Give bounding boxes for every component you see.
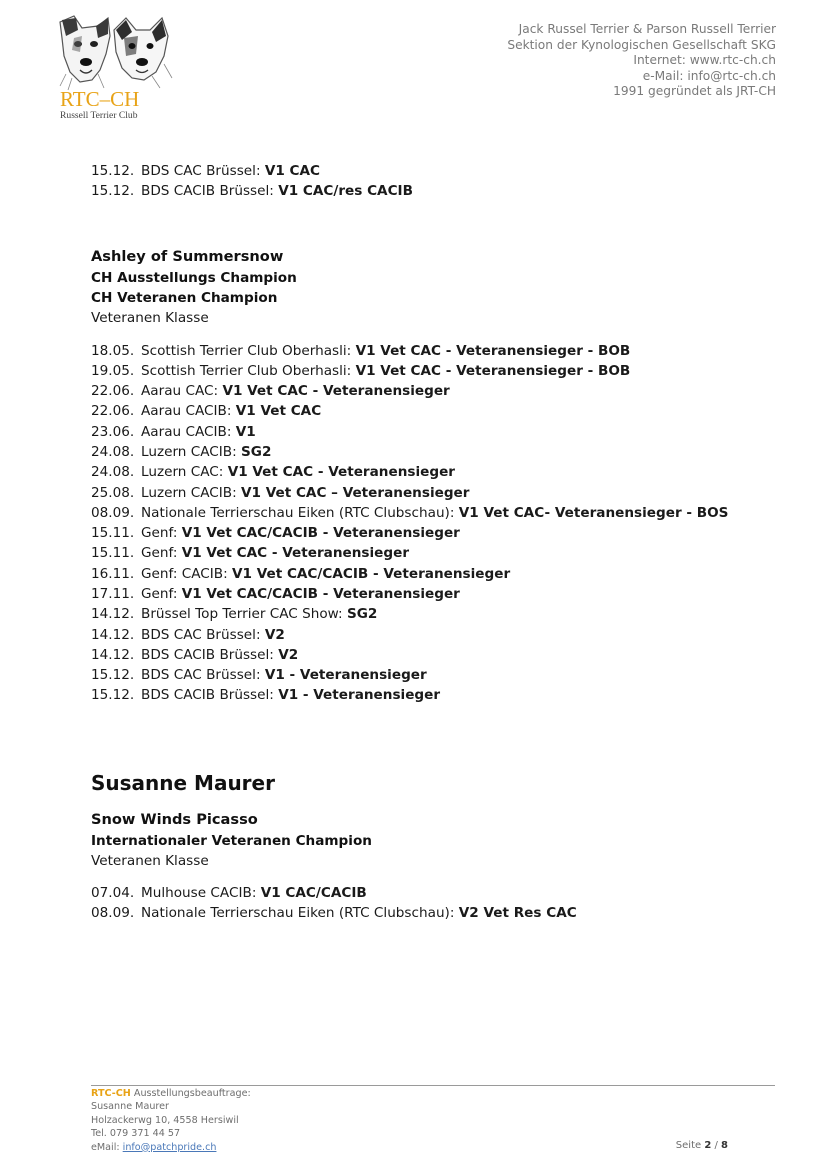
header-website[interactable]: Internet: www.rtc-ch.ch: [633, 53, 776, 67]
dog-title: CH Veteranen Champion: [91, 290, 278, 306]
result-row: 23.06. Aarau CACIB: V1: [91, 424, 256, 440]
dog-class: Veteranen Klasse: [91, 853, 209, 869]
result-row: 24.08. Luzern CAC: V1 Vet CAC - Veteranensieger: [91, 464, 455, 480]
footer-contact: [91, 1087, 251, 1154]
result-row: 15.12. BDS CAC Brüssel: V1 CAC: [91, 163, 321, 179]
header-line: Jack Russel Terrier & Parson Russell Terrier: [518, 22, 776, 36]
svg-text:Russell Terrier Club: Russell Terrier Club: [60, 110, 138, 121]
footer-brand: RTC-CH: [91, 1088, 131, 1099]
dog-name: Ashley of Summersnow: [91, 248, 284, 265]
result-row: 15.12. BDS CACIB Brüssel: V1 - Veteranensieger: [91, 687, 441, 703]
club-logo: [52, 14, 176, 122]
svg-text:RTC–CH: RTC–CH: [60, 87, 140, 111]
dog-class: Veteranen Klasse: [91, 310, 209, 326]
footer-phone: Tel. 079 371 44 57: [91, 1128, 181, 1140]
result-row: 14.12. Brüssel Top Terrier CAC Show: SG2: [91, 606, 378, 622]
result-row: 14.12. BDS CACIB Brüssel: V2: [91, 647, 299, 663]
club-header-info: [507, 22, 776, 100]
header-email[interactable]: e-Mail: info@rtc-ch.ch: [642, 68, 776, 83]
footer-email-link[interactable]: info@patchpride.ch: [122, 1141, 217, 1153]
footer-role: Ausstellungsbeauftrage:: [130, 1088, 251, 1099]
result-row: 08.09. Nationale Terrierschau Eiken (RTC Clubschau): V2 Vet Res CAC: [91, 905, 577, 921]
result-row: 18.05. Scottish Terrier Club Oberhasli: V1 Vet CAC - Veteranensieger - BOB: [91, 343, 631, 359]
result-row: 19.05. Scottish Terrier Club Oberhasli: V1 Vet CAC - Veteranensieger - BOB: [91, 363, 631, 379]
result-row: 24.08. Luzern CACIB: SG2: [91, 444, 272, 460]
result-row: 25.08. Luzern CACIB: V1 Vet CAC – Veteranensieger: [91, 485, 470, 501]
result-row: 17.11. Genf: V1 Vet CAC/CACIB - Veteranensieger: [91, 586, 460, 602]
result-row: 14.12. BDS CAC Brüssel: V2: [91, 627, 285, 643]
result-row: 22.06. Aarau CAC: V1 Vet CAC - Veteranensieger: [91, 383, 450, 399]
result-row: 16.11. Genf: CACIB: V1 Vet CAC/CACIB - Veteranensieger: [91, 566, 511, 582]
header-line: 1991 gegründet als JRT-CH: [613, 84, 776, 98]
header-line: Sektion der Kynologischen Gesellschaft SKG: [507, 37, 776, 52]
footer-address: Holzackerwg 10, 4558 Hersiwil: [91, 1114, 239, 1126]
result-row: 15.12. BDS CAC Brüssel: V1 - Veteranensieger: [91, 667, 427, 683]
footer-name: Susanne Maurer: [91, 1101, 169, 1113]
terrier-dogs-illustration-icon: [52, 14, 176, 122]
result-row: 15.12. BDS CACIB Brüssel: V1 CAC/res CACIB: [91, 183, 413, 199]
footer-divider: [91, 1085, 775, 1086]
owner-heading: Susanne Maurer: [91, 771, 275, 795]
page-number: Seite 2 / 8: [675, 1140, 728, 1151]
dog-title: Internationaler Veteranen Champion: [91, 833, 372, 849]
footer-email-label: eMail:: [91, 1141, 123, 1153]
result-row: 22.06. Aarau CACIB: V1 Vet CAC: [91, 403, 322, 419]
result-row: 15.11. Genf: V1 Vet CAC/CACIB - Veteranensieger: [91, 525, 460, 541]
dog-name: Snow Winds Picasso: [91, 811, 258, 828]
result-row: 07.04. Mulhouse CACIB: V1 CAC/CACIB: [91, 885, 367, 901]
result-row: 08.09. Nationale Terrierschau Eiken (RTC Clubschau): V1 Vet CAC- Veteranensieger - BOS: [91, 505, 729, 521]
dog-title: CH Ausstellungs Champion: [91, 270, 297, 286]
result-row: 15.11. Genf: V1 Vet CAC - Veteranensieger: [91, 545, 410, 561]
